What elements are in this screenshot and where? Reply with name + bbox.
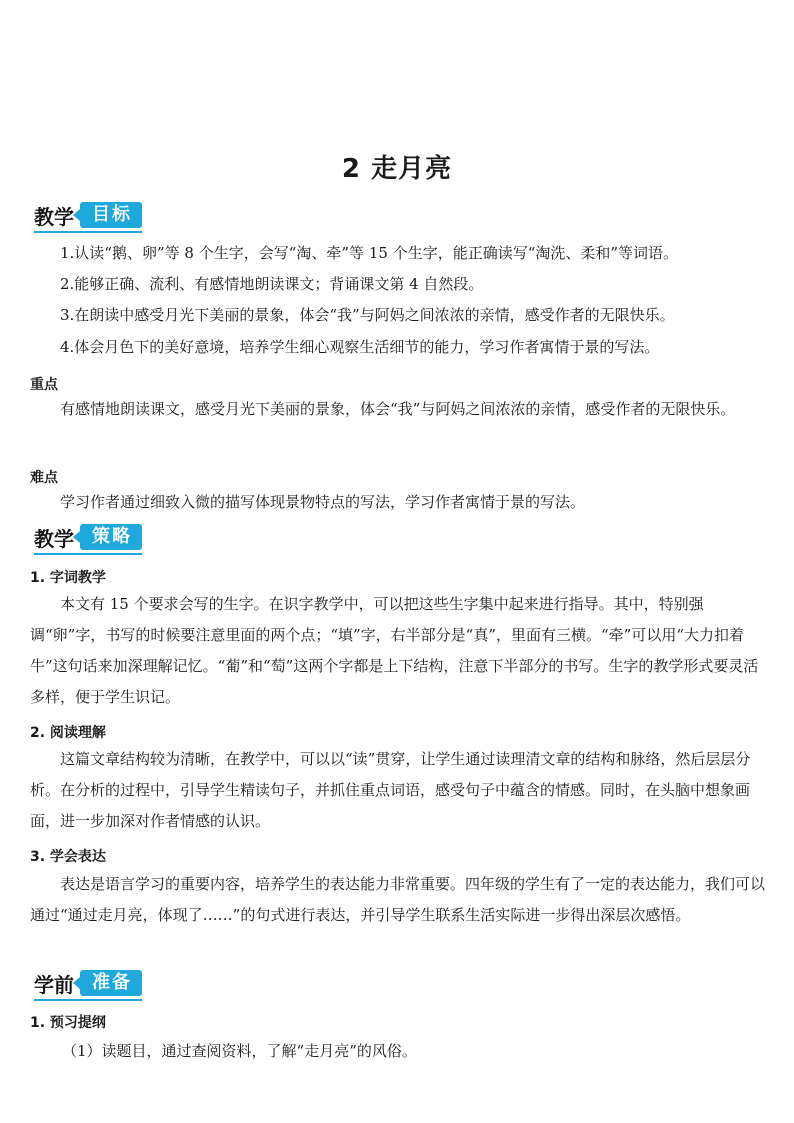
section-tag: 策略 <box>80 524 142 550</box>
difficulty-text: 学习作者通过细致入微的描写体现景物特点的写法，学习作者寓情于景的写法。 <box>60 493 586 511</box>
section-header-teaching-goals <box>34 200 142 230</box>
section-tag: 准备 <box>80 970 142 996</box>
page-title: 2 走月亮 <box>341 154 453 184</box>
section-underline <box>34 553 142 555</box>
section-header-preparation <box>34 968 142 998</box>
prep-item: （1）读题目，通过查阅资料，了解“走月亮”的风俗。 <box>62 1042 417 1060</box>
strategy-heading: 3. 学会表达 <box>30 849 106 865</box>
objective-item: 3.在朗读中感受月光下美丽的景象，体会“我”与阿妈之间浓浓的亲情，感受作者的无限快乐。 <box>60 306 675 324</box>
strategy-text: 本文有 15 个要求会写的生字。在识字教学中，可以把这些生字集中起来进行指导。其中，特别强调“卵”字，书写的时候要注意里面的两个点；“填”字，右半部分是“真”，里面有三横。“牵”可以用“大力扣着牛”这句话来加深理解记忆。“葡”和“萄”这两个字都是上下结构，注意下半部分的书写。生字的教学形式要灵活多样，便于学生识记。 <box>30 595 759 706</box>
objective-item: 1.认读“鹅、卵”等 8 个生字，会写“淘、牵”等 15 个生字，能正确读写“淘洗、柔和”等词语。 <box>60 244 679 262</box>
objective-item: 2.能够正确、流利、有感情地朗读课文；背诵课文第 4 自然段。 <box>60 275 484 293</box>
section-underline <box>34 999 142 1001</box>
objective-item: 4.体会月色下的美好意境，培养学生细心观察生活细节的能力，学习作者寓情于景的写法。 <box>60 338 660 356</box>
section-prefix: 教学 <box>34 204 74 229</box>
section-underline <box>34 231 142 233</box>
section-header-teaching-strategy <box>34 522 142 552</box>
difficulty-heading: 难点 <box>30 470 58 486</box>
key-point-text: 有感情地朗读课文，感受月光下美丽的景象，体会“我”与阿妈之间浓浓的亲情，感受作者的无限快乐。 <box>60 400 736 418</box>
strategy-heading: 2. 阅读理解 <box>30 725 106 741</box>
prep-heading: 1. 预习提纲 <box>30 1015 106 1031</box>
key-point-heading: 重点 <box>30 377 58 393</box>
strategy-heading: 1. 字词教学 <box>30 570 106 586</box>
section-prefix: 教学 <box>34 526 74 551</box>
strategy-text: 表达是语言学习的重要内容，培养学生的表达能力非常重要。四年级的学生有了一定的表达能力，我们可以通过“通过走月亮，体现了……”的句式进行表达，并引导学生联系生活实际进一步得出深层次感悟。 <box>30 875 766 924</box>
section-tag: 目标 <box>80 202 142 228</box>
section-prefix: 学前 <box>34 972 74 997</box>
strategy-text: 这篇文章结构较为清晰，在教学中，可以以“读”贯穿，让学生通过读理清文章的结构和脉络，然后层层分析。在分析的过程中，引导学生精读句子，并抓住重点词语，感受句子中蕴含的情感。同时，在头脑中想象画面，进一步加深对作者情感的认识。 <box>30 750 751 830</box>
